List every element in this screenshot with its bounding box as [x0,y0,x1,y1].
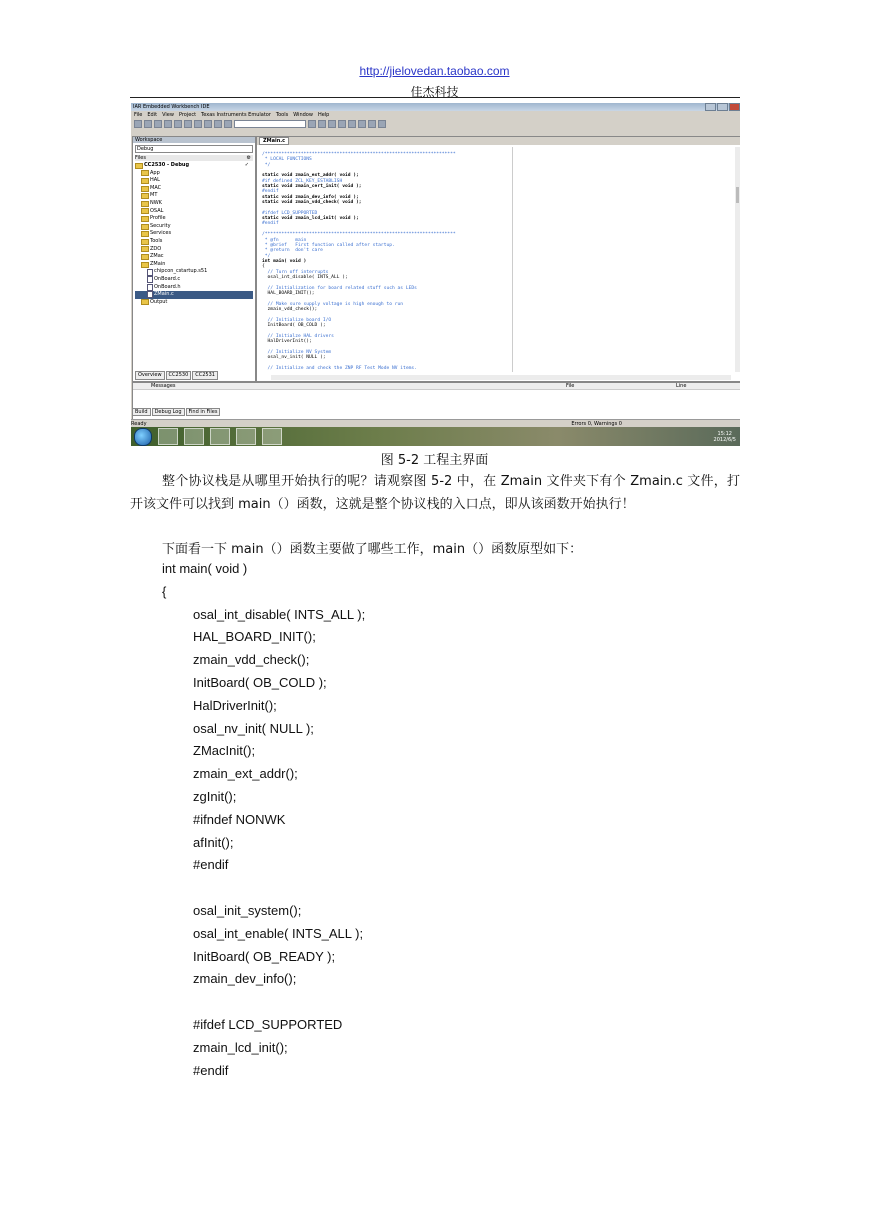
workspace-tab[interactable]: CC2530 [166,371,192,380]
workspace-title: Workspace [133,137,255,143]
tree-item-label: Security [150,222,171,229]
code-line: #ifdef LCD_SUPPORTED [262,210,318,216]
code-line: static void zmain_ext_addr( void ); [262,173,359,179]
tree-item-label: App [150,169,160,176]
folder-icon [141,224,149,230]
tree-item[interactable] [135,200,253,208]
source-code[interactable] [262,152,512,371]
taskbar-app-icon[interactable] [158,428,178,445]
ide-screenshot [131,103,740,446]
code-line: * LOCAL FUNCTIONS [262,157,312,163]
tree-item-label: ZMac [150,253,164,260]
folder-icon [141,216,149,222]
folder-icon [141,186,149,192]
code-line: static void zmain_lcd_init( void ); [262,216,359,222]
stop-build-icon[interactable] [348,120,356,128]
code-line: { [162,583,167,599]
ide-menubar [131,111,740,119]
tree-item-label: OnBoard.c [154,275,181,282]
company-name: 佳杰科技 [410,85,459,99]
code-line: osal_int_enable( INTS_ALL ); [193,925,364,941]
file-icon [147,269,153,276]
code-line: zmain_ext_addr(); [193,766,298,782]
code-line: zgInit(); [193,789,237,804]
code-line: * @fn main [262,237,307,243]
tree-item[interactable] [135,253,253,261]
tree-item[interactable] [135,170,253,178]
tree-item[interactable] [135,299,253,307]
tree-item-label: Profile [150,215,166,222]
code-line: afInit(); [193,834,234,850]
code-line: osal_int_disable( INTS_ALL ); [262,274,348,280]
file-tree [135,162,253,306]
code-line: #endif [262,189,279,195]
tree-item[interactable] [135,246,253,254]
folder-icon [141,262,149,268]
tree-item-label: ZMain [150,260,166,267]
tree-item[interactable] [135,230,253,238]
tree-item[interactable] [135,276,253,284]
tree-item-label: OnBoard.h [154,283,181,290]
save-icon[interactable] [154,120,162,128]
tree-item[interactable] [135,238,253,246]
maximize-icon[interactable] [717,103,728,111]
code-line: ZMacInit(); [193,743,256,759]
editor-tabbar [257,137,740,145]
make-icon[interactable] [338,120,346,128]
debug-icon[interactable] [368,120,376,128]
code-line: InitBoard( OB_READY ); [193,948,336,964]
messages-column-header: File [566,383,575,389]
taskbar-app-icon[interactable] [236,428,256,445]
tree-item[interactable] [135,223,253,231]
editor-panel [256,136,740,382]
ide-toolbar [131,119,740,128]
code-line: osal_nv_init( NULL ); [262,355,326,361]
tree-item-label: ZDO [150,245,162,252]
tree-item[interactable] [135,192,253,200]
menu-item[interactable]: Edit [147,112,158,118]
tree-item[interactable] [135,291,253,299]
code-line: /********************************************************************* [262,152,456,157]
menu-item[interactable]: File [134,112,143,118]
messages-panel [132,382,740,420]
code-line: int main( void ) [262,258,307,264]
code-line: int main( void ) [162,561,248,576]
bookmark-icon[interactable] [318,120,326,128]
code-line: HAL_BOARD_INIT(); [262,290,315,296]
find-combo[interactable] [234,120,306,128]
code-line: // Initialize NV System [262,349,332,355]
menu-item[interactable]: Project [178,112,197,118]
workspace-tab[interactable]: Overview [135,371,165,380]
folder-icon [141,231,149,237]
copy-icon[interactable] [194,120,202,128]
messages-columns [133,383,740,390]
folder-icon [141,178,149,184]
code-line: // Make sure supply voltage is high enough to run [262,301,404,307]
folder-icon [141,246,149,252]
menu-item[interactable]: Tools [275,112,289,118]
figure-caption: 图 5-2 工程主界面 [380,453,489,468]
code-line: * @brief First function called after startup. [262,242,395,248]
new-file-icon[interactable] [134,120,142,128]
ide-window-title: IAR Embedded Workbench IDE [133,104,210,110]
tree-item[interactable] [135,215,253,223]
folder-icon [141,254,149,260]
workspace-tabs [135,371,218,380]
tree-item-label: Output [150,298,168,305]
menu-item[interactable]: Help [317,112,330,118]
file-icon [147,291,153,298]
checkmark-icon: ✓ [244,162,249,168]
code-line: HAL_BOARD_INIT(); [193,629,316,645]
ide-titlebar [131,103,740,111]
redo-icon[interactable] [224,120,232,128]
code-line: static void zmain_cert_init( void ); [262,184,362,190]
tree-item-label: NWK [150,199,162,206]
paragraph-intro: 整个协议栈是从哪里开始执行的呢？请观察图 5-2 中，在 Zmain 文件夹下有个 Zmain.c 文件，打开该文件可以找到 main（）函数，这就是整个协议栈的入口点，即从该函数开始执行！ [130,474,740,512]
find-icon[interactable] [308,120,316,128]
code-line: { [262,264,265,270]
print-icon[interactable] [174,120,182,128]
folder-icon [141,239,149,245]
tree-item[interactable] [135,177,253,185]
code-line: osal_init_system(); [193,903,302,918]
tree-item-label: Services [150,230,172,237]
files-header [135,155,253,161]
tab-zmain-c[interactable]: ZMain.c [259,137,289,145]
code-line: #endif [262,221,279,227]
code-line: // Initialize and check the ZNP RF Test Mode NV items. [262,365,417,371]
clock-time: 15:12 [717,430,732,437]
code-line: #endif [193,1062,229,1078]
code-line: #ifndef NONWK [193,811,286,827]
tree-item[interactable] [135,185,253,193]
code-line: zmain_lcd_init(); [193,1039,288,1055]
tree-item-label: CC2530 - Debug [144,162,190,168]
taskbar-folder-icon[interactable] [210,428,230,445]
menu-item[interactable]: View [162,112,174,118]
menu-item[interactable]: Window [293,112,313,118]
folder-icon [141,193,149,199]
code-line: static void zmain_vdd_check( void ); [262,200,362,206]
tree-item[interactable] [135,261,253,269]
minimize-icon[interactable] [705,103,716,111]
code-line: // Turn off interrupts [262,269,329,275]
workspace-tab[interactable]: CC2531 [192,371,218,380]
files-options-icon[interactable]: ⚙ [246,155,251,161]
tree-item-label: MAC [150,184,162,191]
menu-item[interactable]: Texas Instruments Emulator [201,112,271,118]
code-line: HalDriverInit(); [193,697,277,713]
config-select[interactable]: Debug [135,145,253,153]
code-line: // Initialization for board related stuff such as LEDs [262,285,417,291]
status-errors: Errors 0, Warnings 0 [571,421,622,427]
code-line: */ [262,253,271,259]
taskbar-iar-icon[interactable] [262,428,282,445]
windows-taskbar [131,427,740,446]
build-tab[interactable]: Build [132,408,151,416]
tree-item[interactable] [135,208,253,216]
folder-icon [135,163,143,169]
editor-margin-line [512,147,513,372]
code-line: zmain_vdd_check(); [193,652,310,668]
code-line: * @return don't care [262,248,323,254]
compile-icon[interactable] [328,120,336,128]
status-ready: Ready [131,421,147,427]
folder-icon [141,201,149,207]
header-rule [130,97,740,98]
tree-item[interactable] [135,162,253,170]
code-line: osal_nv_init( NULL ); [193,720,314,736]
code-line: #endif [193,857,229,873]
tree-item-label: Tools [150,237,163,244]
code-line: /********************************************************************* [262,232,456,238]
open-file-icon[interactable] [144,120,152,128]
download-debug-icon[interactable] [378,120,386,128]
editor-vscrollbar[interactable] [735,147,740,372]
code-line: zmain_dev_info(); [193,971,297,987]
system-clock[interactable] [714,431,736,443]
code-line: static void zmain_dev_info( void ); [262,194,359,200]
code-line: HalDriverInit(); [262,339,312,345]
folder-icon [141,170,149,176]
code-line: // Initialize board I/O [262,317,332,323]
clock-date: 2012/6/5 [713,436,736,443]
start-button-icon[interactable] [134,428,152,446]
code-line: #if defined ZCL_KEY_ESTABLISH [262,178,343,184]
code-line: osal_int_disable( INTS_ALL ); [193,606,366,622]
save-all-icon[interactable] [164,120,172,128]
tree-item-label: ZMain.c [154,291,174,298]
paste-icon[interactable] [204,120,212,128]
folder-icon [141,299,149,305]
code-line: InitBoard( OB_COLD ); [193,675,327,690]
messages-column-header: Line [676,383,687,389]
code-line: zmain_vdd_check(); [262,306,318,312]
editor-hscrollbar[interactable] [271,375,731,380]
workspace-panel [132,136,256,382]
messages-column-header: Messages [151,383,176,389]
build-tab[interactable]: Debug Log [152,408,185,416]
file-icon [147,284,153,291]
build-tab[interactable]: Find in Files [186,408,221,416]
folder-icon [141,208,149,214]
tree-item[interactable] [135,284,253,292]
tree-item-label: HAL [150,177,160,184]
shop-link[interactable]: http://jielovedan.taobao.com [359,64,510,78]
code-line: #ifdef LCD_SUPPORTED [193,1017,343,1032]
close-icon[interactable] [729,103,740,111]
files-label: Files [135,155,146,161]
code-line: InitBoard( OB_COLD ); [262,323,326,328]
taskbar-app-icon[interactable] [184,428,204,445]
code-line: */ [262,162,271,168]
tree-item-label: OSAL [150,207,164,214]
code-line: // Initialze HAL drivers [262,333,334,339]
tree-item-label: MT [150,192,158,199]
breakpoint-icon[interactable] [358,120,366,128]
build-tabs [132,408,220,416]
tree-item[interactable] [135,268,253,276]
page-header [0,62,869,100]
file-icon [147,276,153,283]
tree-item-label: chipcon_cstartup.s51 [154,268,208,275]
undo-icon[interactable] [214,120,222,128]
paragraph-main-overview: 下面看一下 main（）函数主要做了哪些工作，main（）函数原型如下： [162,542,583,557]
cut-icon[interactable] [184,120,192,128]
